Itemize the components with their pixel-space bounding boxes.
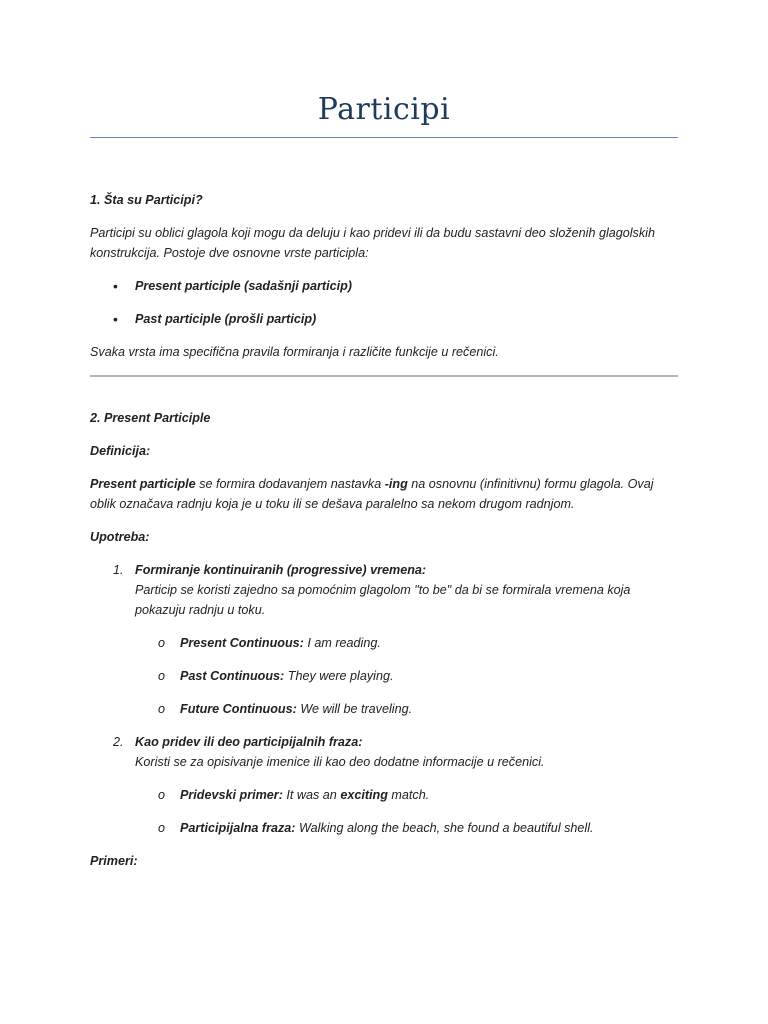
list-number: 2. (113, 735, 124, 749)
example-label: Present Continuous: (180, 636, 304, 650)
example-bold-word: exciting (340, 788, 388, 802)
usage-item-2-desc-line-1: Koristi se za opisivanje imenice ili kao deo dodatne informacije u rečenici. (135, 755, 545, 769)
example-label: Participijalna fraza: (180, 821, 296, 835)
example-text: It was an (282, 788, 341, 802)
section-2-heading: 2. Present Participle (90, 411, 211, 425)
sub-list-marker: o (158, 669, 166, 683)
sub-list-marker: o (158, 636, 166, 650)
example-present-continuous (180, 633, 768, 653)
sub-list-marker: o (158, 821, 166, 835)
example-participial-phrase (180, 818, 768, 838)
title-underline (90, 137, 678, 138)
example-label: Past Continuous: (180, 669, 285, 683)
example-text: Walking along the beach, she found a beautiful shell. (295, 821, 594, 835)
definition-line-2: oblik označava radnju koja je u toku ili se dešava paralelno sa nekom drugom radnjom. (90, 497, 575, 511)
usage-item-1-title: Formiranje kontinuiranih (progressive) vremena: (135, 563, 427, 577)
definition-suffix: -ing (384, 477, 408, 491)
usage-item-2-title: Kao pridev ili deo participijalnih fraza: (135, 735, 363, 749)
example-text: I am reading. (303, 636, 381, 650)
section-1-paragraph-line-2: konstrukcija. Postoje dve osnovne vrste participla: (90, 246, 369, 260)
example-text: They were playing. (284, 669, 394, 683)
usage-item-1-desc-line-2: pokazuju radnju u toku. (135, 603, 266, 617)
definition-term: Present participle (90, 477, 196, 491)
usage-label: Upotreba: (90, 530, 150, 544)
section-1-paragraph-line-1: Participi su oblici glagola koji mogu da deluju i kao pridevi ili da budu sastavni deo složenih glagolskih (90, 226, 655, 240)
bullet-present-participle: Present participle (sadašnji particip) (135, 279, 352, 293)
definition-text: na osnovnu (infinitivnu) formu glagola. Ovaj (407, 477, 654, 491)
sub-list-marker: o (158, 788, 166, 802)
bullet-marker: • (113, 278, 118, 294)
list-number: 1. (113, 563, 124, 577)
section-divider (90, 375, 678, 377)
example-label: Pridevski primer: (180, 788, 283, 802)
example-text: We will be traveling. (296, 702, 413, 716)
usage-item-1-desc-line-1: Particip se koristi zajedno sa pomoćnim glagolom "to be" da bi se formirala vremena koja (135, 583, 631, 597)
bullet-marker: • (113, 311, 118, 327)
section-1-closing: Svaka vrsta ima specifična pravila formiranja i različite funkcije u rečenici. (90, 345, 499, 359)
example-label: Future Continuous: (180, 702, 297, 716)
examples-label: Primeri: (90, 854, 138, 868)
section-1-heading: 1. Šta su Participi? (90, 193, 203, 207)
example-text: match. (387, 788, 430, 802)
example-past-continuous (180, 666, 768, 686)
definition-label: Definicija: (90, 444, 151, 458)
example-adjective (180, 785, 768, 805)
sub-list-marker: o (158, 702, 166, 716)
example-future-continuous (180, 699, 768, 719)
page-title: Participi (317, 92, 451, 127)
definition-line-1 (90, 474, 680, 494)
bullet-past-participle: Past participle (prošli particip) (135, 312, 317, 326)
definition-text: se formira dodavanjem nastavka (195, 477, 385, 491)
